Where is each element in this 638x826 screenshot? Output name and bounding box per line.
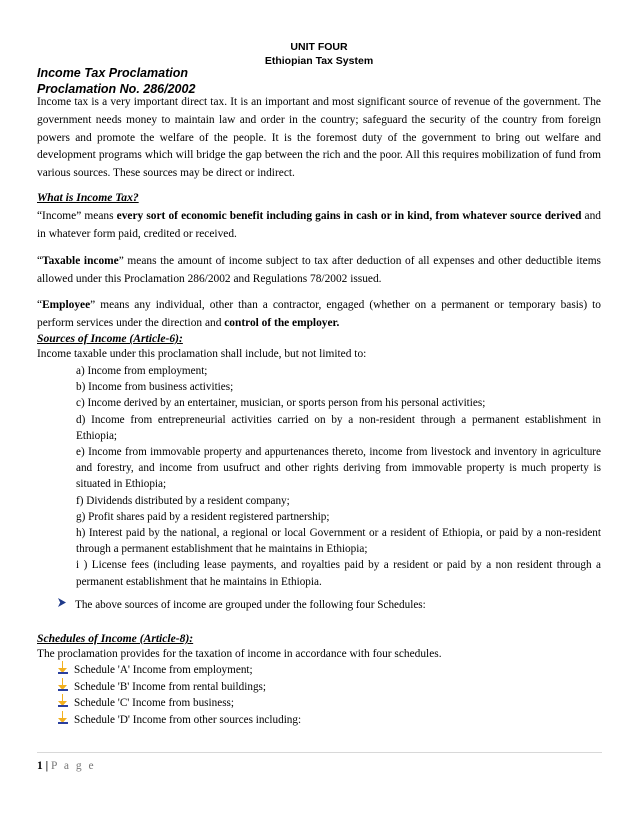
schedule-label: Schedule 'A' Income from employment; — [74, 664, 253, 676]
income-mid: means — [81, 210, 117, 222]
list-item — [56, 662, 301, 679]
schedules-intro: The proclamation provides for the taxation of income in accordance with four schedules. — [37, 648, 442, 660]
down-arrow-icon — [56, 711, 74, 730]
list-item: f) Dividends distributed by a resident company; — [76, 494, 290, 507]
taxable-rest: ” means the amount of income subject to tax after deduction of all expenses and other deductible items allowed under this Proclamation 286/2002 and Regulations 78/2002 issued. — [37, 255, 601, 285]
list-item: c) Income derived by an entertainer, musician, or sports person from his personal activities; — [76, 397, 486, 410]
list-item: h) Interest paid by the national, a regional or local Government or a resident of Ethiopia, or paid by a non-resident through a permanent establishment that he maintains in Ethiopia; — [76, 527, 601, 556]
unit-subtitle: Ethiopian Tax System — [264, 55, 374, 67]
list-item: d) Income from entrepreneurial activities carried on by a non-resident through a permanent establishment in Ethiopia; — [76, 413, 601, 442]
list-item: g) Profit shares paid by a resident registered partnership; — [76, 510, 330, 523]
arrow-bullet-icon — [57, 597, 75, 611]
sources-heading: Sources of Income (Article-6): — [37, 332, 183, 345]
footer-separator: | — [42, 760, 52, 772]
schedules-heading: Schedules of Income (Article-8): — [37, 632, 194, 645]
page-number: 1 — [37, 760, 43, 772]
list-item — [56, 679, 301, 696]
list-item: e) Income from immovable property and appurtenances thereto, income from livestock and inventory in agriculture and forestry, and income from usufruct and other rights deriving from immovable property is much property is situated in Ethiopia; — [76, 446, 601, 491]
employee-open-quote: “ — [37, 299, 43, 311]
unit-title: UNIT FOUR — [290, 41, 348, 53]
employee-rest: ” means any individual, other than a contractor, engaged (whether on a permanent or temporary basis) to perform services under the direction and — [37, 299, 601, 329]
income-tail: and in whatever form paid, credited or received. — [37, 210, 602, 240]
schedule-label: Schedule 'C' Income from business; — [74, 697, 235, 710]
page-word: P a g e — [51, 760, 96, 772]
income-definition — [37, 208, 601, 244]
list-item: a) Income from employment; — [76, 365, 208, 377]
schedule-label: Schedule 'D' Income from other sources including: — [74, 713, 302, 726]
taxable-open-quote: “ — [37, 255, 43, 267]
list-item: b) Income from business activities; — [76, 381, 234, 394]
proclamation-number: Proclamation No. 286/2002 — [37, 82, 196, 96]
taxable-term: Taxable income — [42, 255, 119, 267]
income-bold-part: every sort of economic benefit including gains in cash or in kind, from whatever source derived — [116, 210, 582, 222]
list-item: i ) License fees (including lease payments, and royalties paid by a resident or paid by a non resident through a permanent establishment that he maintains in Ethiopia. — [76, 559, 601, 588]
employee-term: Employee — [42, 299, 91, 311]
taxable-income-definition — [37, 253, 601, 289]
grouped-note-text: The above sources of income are grouped under the following four Schedules: — [75, 599, 426, 611]
schedule-label: Schedule 'B' Income from rental buildings; — [74, 680, 267, 693]
list-item — [56, 695, 301, 712]
list-item — [56, 712, 301, 729]
employee-definition — [37, 297, 601, 333]
footer-divider — [37, 752, 602, 753]
what-is-income-tax-heading: What is Income Tax? — [37, 191, 139, 204]
sources-list — [76, 363, 601, 590]
employee-bold-tail: control of the employer. — [224, 316, 340, 329]
schedules-list — [56, 662, 301, 728]
intro-paragraph: Income tax is a very important direct tax. It is an important and most significant source of revenue of the government. The government needs money to maintain law and order in the country; safeguard the security of the country from foreign powers and promote the welfare of the people. It is the foremost duty of the government to bring out welfare and development programs which will bridge the gap between the rich and the poor. All this requires mobilization of fund from various sources. These sources may be direct or indirect. — [37, 96, 601, 180]
sources-intro: Income taxable under this proclamation shall include, but not limited to: — [37, 348, 367, 360]
income-term: “Income” — [37, 210, 82, 222]
grouped-note — [57, 597, 426, 611]
page-footer — [37, 760, 96, 772]
proclamation-heading: Income Tax Proclamation — [37, 66, 188, 80]
